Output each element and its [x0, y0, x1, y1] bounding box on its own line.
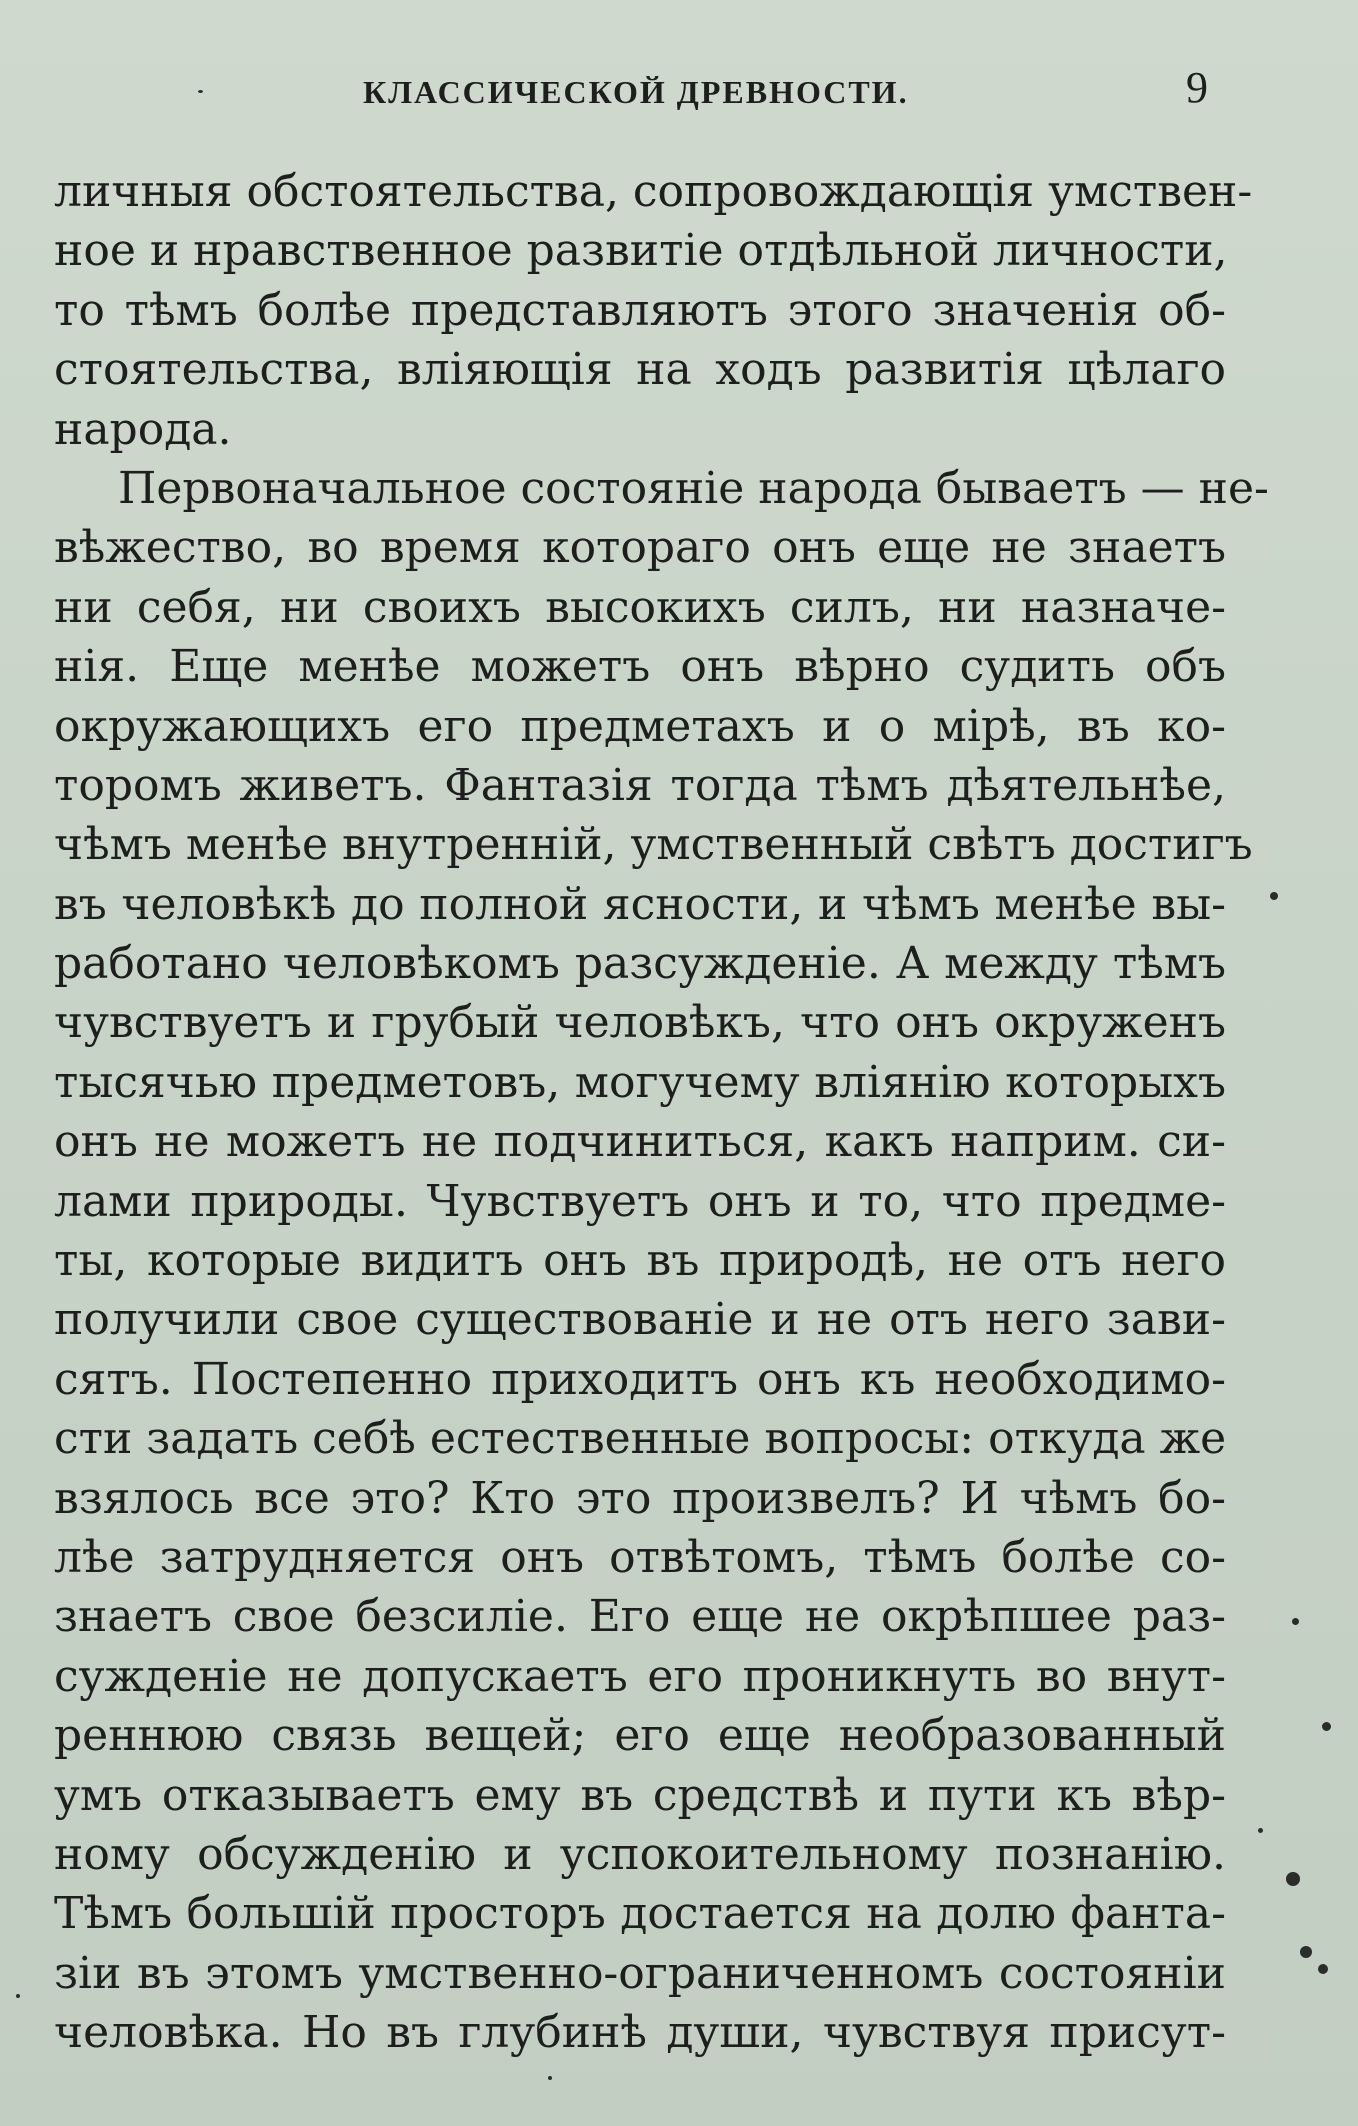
- text-line: то тѣмъ болѣе представляютъ этого значенія об-: [54, 284, 1226, 336]
- text-line: въ человѣкѣ до полной ясности, и чѣмъ менѣе вы-: [54, 878, 1226, 930]
- text-line: Первоначальное состояніе народа бываетъ — не-: [118, 462, 1269, 514]
- ink-speck: [1270, 892, 1278, 900]
- text-line: Тѣмъ большій просторъ достается на долю фанта-: [54, 1888, 1226, 1940]
- text-line: умъ отказываетъ ему въ средствѣ и пути къ вѣр-: [54, 1769, 1226, 1821]
- text-line: ты, которые видитъ онъ въ природѣ, не отъ него: [54, 1235, 1226, 1287]
- text-line: лѣе затрудняется онъ отвѣтомъ, тѣмъ болѣе со-: [54, 1531, 1226, 1583]
- ink-speck: [1322, 1722, 1331, 1731]
- page-number: 9: [1186, 63, 1208, 112]
- text-line: личныя обстоятельства, сопровождающія умствен-: [54, 166, 1253, 217]
- text-line: торомъ живетъ. Фантазія тогда тѣмъ дѣятельнѣе,: [54, 759, 1226, 811]
- body-text: [54, 162, 1269, 2059]
- ink-speck: [1286, 1872, 1300, 1886]
- text-line: ное и нравственное развитіе отдѣльной личности,: [54, 225, 1228, 277]
- text-line: чувствуетъ и грубый человѣкъ, что онъ окруженъ: [54, 997, 1226, 1049]
- text-line: ному обсужденію и успокоительному познанію.: [54, 1828, 1226, 1880]
- text-line: человѣка. Но въ глубинѣ души, чувствуя присут-: [54, 2007, 1226, 2059]
- text-line: стоятельства, вліяющія на ходъ развитія цѣлаго: [54, 344, 1226, 396]
- ink-speck: [16, 1994, 20, 1998]
- ink-speck: [1258, 1828, 1263, 1833]
- ink-speck: [548, 2076, 552, 2080]
- text-line: вѣжество, во время котораго онъ еще не знаетъ: [54, 522, 1226, 574]
- ink-speck: [1292, 1618, 1299, 1625]
- text-line: сти задать себѣ естественные вопросы: откуда же: [54, 1413, 1227, 1465]
- text-line: нія. Еще менѣе можетъ онъ вѣрно судить объ: [54, 641, 1226, 693]
- text-line: сужденіе не допускаетъ его проникнуть во внут-: [54, 1650, 1226, 1702]
- text-line: получили свое существованіе и не отъ него зави-: [54, 1294, 1226, 1346]
- text-line: зіи въ этомъ умственно-ограниченномъ состояніи: [54, 1947, 1226, 1999]
- text-line: взялось все это? Кто это произвелъ? И чѣмъ бо-: [54, 1472, 1226, 1524]
- text-line: онъ не можетъ не подчиниться, какъ наприм. си-: [54, 1116, 1226, 1168]
- text-line: сятъ. Постепенно приходитъ онъ къ необходимо-: [54, 1353, 1226, 1405]
- text-line: реннюю связь вещей; его еще необразованный: [54, 1710, 1226, 1762]
- running-title: КЛАССИЧЕСКОЙ ДРЕВНОСТИ.: [363, 74, 909, 110]
- text-line: окружающихъ его предметахъ и о мірѣ, въ ко-: [54, 700, 1226, 752]
- text-line: ни себя, ни своихъ высокихъ силъ, ни назначе-: [54, 581, 1226, 633]
- ink-speck: [1300, 1946, 1312, 1958]
- text-line: народа.: [54, 403, 232, 455]
- text-line: чѣмъ менѣе внутренній, умственный свѣтъ достигъ: [54, 819, 1253, 871]
- text-line: работано человѣкомъ разсужденіе. А между тѣмъ: [54, 938, 1226, 990]
- ink-speck: [1318, 1964, 1328, 1974]
- running-head: [58, 62, 1208, 122]
- text-line: лами природы. Чувствуетъ онъ и то, что предме-: [54, 1175, 1226, 1227]
- text-line: знаетъ свое безсиліе. Его еще не окрѣпшее раз-: [54, 1591, 1226, 1643]
- text-line: тысячью предметовъ, могучему вліянію которыхъ: [54, 1056, 1226, 1108]
- ink-speck: [198, 90, 203, 93]
